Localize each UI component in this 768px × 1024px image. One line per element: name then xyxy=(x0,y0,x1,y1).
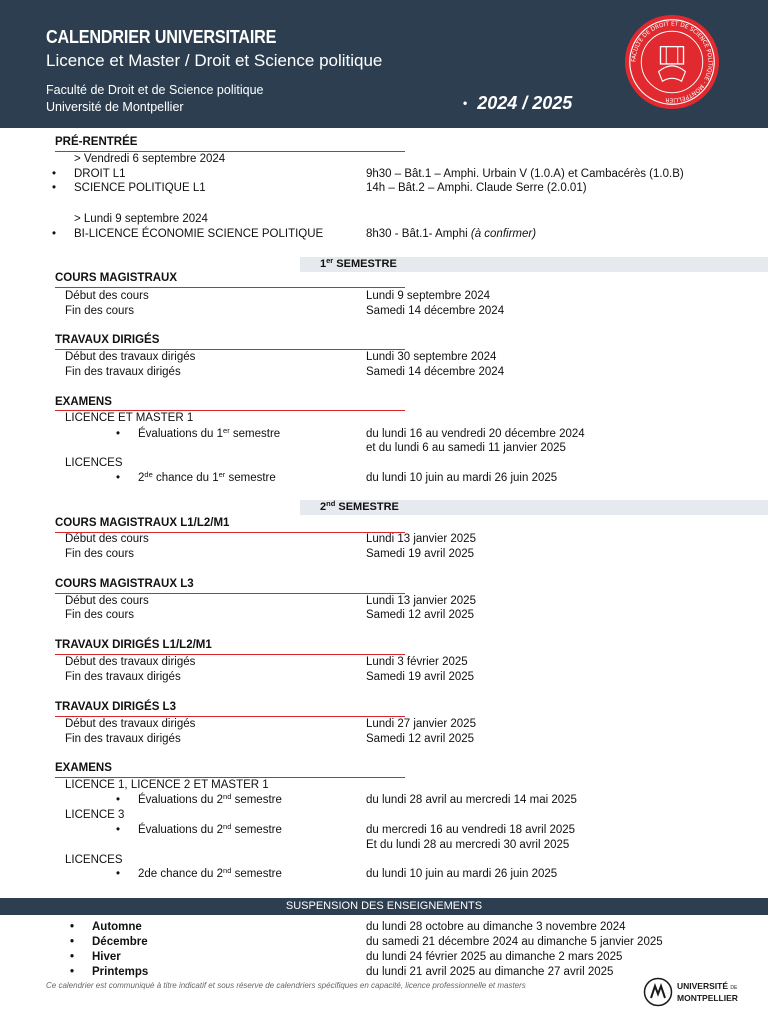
semester-2-num: 2 xyxy=(320,501,327,513)
exam-s2-eval1-sup: nd xyxy=(223,792,232,801)
td-s2-l3-debut-label: Début des travaux dirigés xyxy=(65,718,196,730)
exam-s2-eval2-sup: nd xyxy=(223,822,232,831)
university-name: Université de Montpellier xyxy=(46,100,184,114)
cm-s2-l1-fin-label: Fin des cours xyxy=(65,548,135,560)
cm-s2-l3-debut-date: Lundi 13 janvier 2025 xyxy=(366,595,476,607)
td-s1-fin-date: Samedi 14 décembre 2024 xyxy=(366,366,505,378)
exam-s2-eval2-pre: Évaluations du 2 xyxy=(138,824,224,836)
semester-1-num: 1 xyxy=(320,258,327,270)
td-s2-l3-debut-date: Lundi 27 janvier 2025 xyxy=(366,718,476,730)
exam-s1-eval-date-2: et du lundi 6 au samedi 11 janvier 2025 xyxy=(366,442,566,454)
td-s1-fin-label: Fin des travaux dirigés xyxy=(65,366,181,378)
exam-s2-group-3: LICENCES xyxy=(65,854,123,866)
pre-rentree-date-2: > Lundi 9 septembre 2024 xyxy=(74,213,208,225)
section-underline xyxy=(55,410,405,411)
pre-rentree-bi-licence: • BI-LICENCE ÉCONOMIE SCIENCE POLITIQUE xyxy=(74,228,323,240)
cm-s1-fin-label: Fin des cours xyxy=(65,305,135,317)
suspension-label-automne: • Automne xyxy=(92,921,142,933)
td-s2-l1-debut-date: Lundi 3 février 2025 xyxy=(366,656,468,668)
section-underline xyxy=(55,287,405,288)
cm-s1-debut-label: Début des cours xyxy=(65,290,149,302)
section-title-exam-s2: EXAMENS xyxy=(55,762,112,774)
exam-s2-eval-2 xyxy=(138,824,282,836)
td-s2-l1-debut-label: Début des travaux dirigés xyxy=(65,656,196,668)
section-title-cm-s2-l1l2m1: COURS MAGISTRAUX L1/L2/M1 xyxy=(55,517,230,529)
exam-s2-eval2-post: semestre xyxy=(231,824,282,836)
exam-s2-group-1: LICENCE 1, LICENCE 2 ET MASTER 1 xyxy=(65,779,269,791)
bi-licence-time: 8h30 - Bât.1- Amphi xyxy=(366,228,468,240)
exam-s1-2c-post: semestre xyxy=(225,472,276,484)
footer-disclaimer: Ce calendrier est communiqué à titre indicatif et sous réserve de calendriers spécifiques en capacité, licence professionnelle et masters xyxy=(46,981,526,990)
exam-s1-2c-mid: chance du 1 xyxy=(152,472,219,484)
exam-s2-eval-1 xyxy=(138,794,282,806)
exam-s1-eval-sup: er xyxy=(223,426,230,435)
exam-s1-group-2: LICENCES xyxy=(65,457,123,469)
exam-s1-eval-pre: Évaluations du 1 xyxy=(138,428,224,440)
exam-s2-eval-2-date-2: Et du lundi 28 au mercredi 30 avril 2025 xyxy=(366,839,570,851)
pre-rentree-droit-l1-info: 9h30 – Bât.1 – Amphi. Urbain V (1.0.A) et Cambacérès (1.0.B) xyxy=(366,168,684,180)
cm-s2-l1-debut-label: Début des cours xyxy=(65,533,149,545)
page-header xyxy=(0,0,768,128)
logo-de: DE xyxy=(730,985,738,991)
university-logo-icon xyxy=(643,977,673,1007)
section-title-td-s1: TRAVAUX DIRIGÉS xyxy=(55,334,160,346)
pre-rentree-sp-l1-info: 14h – Bât.2 – Amphi. Claude Serre (2.0.01) xyxy=(366,182,587,194)
suspension-dates-printemps: du lundi 21 avril 2025 au dimanche 27 avril 2025 xyxy=(366,966,614,978)
exam-s1-eval-date-1: du lundi 16 au vendredi 20 décembre 2024 xyxy=(366,428,585,440)
exam-s2-group-2: LICENCE 3 xyxy=(65,809,125,821)
exam-s1-group-1: LICENCE ET MASTER 1 xyxy=(65,412,194,424)
section-underline xyxy=(55,349,405,350)
exam-s2-2c-post: semestre xyxy=(231,868,282,880)
logo-line-2: MONTPELLIER xyxy=(677,993,738,1003)
exam-s1-eval xyxy=(138,428,280,440)
td-s2-l3-fin-date: Samedi 12 avril 2025 xyxy=(366,733,475,745)
suspension-dates-hiver: du lundi 24 février 2025 au dimanche 2 mars 2025 xyxy=(366,951,623,963)
suspension-label-printemps: • Printemps xyxy=(92,966,148,978)
pre-rentree-bi-licence-info xyxy=(366,228,536,240)
semester-1-label xyxy=(320,258,397,270)
cm-s1-debut-date: Lundi 9 septembre 2024 xyxy=(366,290,491,302)
section-title-cm-s1: COURS MAGISTRAUX xyxy=(55,272,178,284)
bi-licence-note: (à confirmer) xyxy=(470,228,537,240)
section-underline xyxy=(55,654,405,655)
faculty-seal-icon xyxy=(624,14,720,110)
exam-s1-2nd-chance xyxy=(138,472,276,484)
suspension-bar: SUSPENSION DES ENSEIGNEMENTS xyxy=(0,898,768,915)
semester-2-label xyxy=(320,501,399,513)
cm-s1-fin-date: Samedi 14 décembre 2024 xyxy=(366,305,505,317)
seal-lettering: FACULTÉ DE DROIT ET DE SCIENCE POLITIQUE · MONTPELLIER xyxy=(631,21,713,103)
pre-rentree-droit-l1: • DROIT L1 xyxy=(74,168,126,180)
semester-2-text: SEMESTRE xyxy=(335,501,399,513)
cm-s2-l1-fin-date: Samedi 19 avril 2025 xyxy=(366,548,475,560)
cm-s2-l3-fin-label: Fin des cours xyxy=(65,609,135,621)
page-title: CALENDRIER UNIVERSITAIRE xyxy=(46,27,277,47)
logo-line-1: UNIVERSITÉ xyxy=(677,981,729,991)
cm-s2-l1-debut-date: Lundi 13 janvier 2025 xyxy=(366,533,476,545)
section-title-pre-rentree: PRÉ-RENTRÉE xyxy=(55,136,138,148)
exam-s2-2nd-chance xyxy=(138,868,282,880)
suspension-dates-decembre: du samedi 21 décembre 2024 au dimanche 5 janvier 2025 xyxy=(366,936,663,948)
semester-1-text: SEMESTRE xyxy=(333,258,397,270)
academic-year-text: 2024 / 2025 xyxy=(477,93,573,113)
page-subtitle: Licence et Master / Droit et Science politique xyxy=(46,51,383,70)
td-s2-l1-fin-label: Fin des travaux dirigés xyxy=(65,671,181,683)
exam-s1-2nd-chance-date: du lundi 10 juin au mardi 26 juin 2025 xyxy=(366,472,558,484)
cm-s2-l3-debut-label: Début des cours xyxy=(65,595,149,607)
td-s2-l3-fin-label: Fin des travaux dirigés xyxy=(65,733,181,745)
suspension-label-decembre: • Décembre xyxy=(92,936,148,948)
exam-s1-2c-sup1: de xyxy=(144,470,153,479)
section-title-td-s2-l3: TRAVAUX DIRIGÉS L3 xyxy=(55,701,176,713)
academic-year: • 2024 / 2025 xyxy=(463,93,573,113)
exam-s2-2nd-chance-date: du lundi 10 juin au mardi 26 juin 2025 xyxy=(366,868,558,880)
exam-s2-eval1-pre: Évaluations du 2 xyxy=(138,794,224,806)
section-underline xyxy=(55,593,405,594)
section-title-exam-s1: EXAMENS xyxy=(55,396,112,408)
faculty-name: Faculté de Droit et de Science politique xyxy=(46,83,264,97)
exam-s1-eval-post: semestre xyxy=(229,428,281,440)
university-logo-text xyxy=(677,981,738,1003)
section-underline xyxy=(55,151,405,152)
exam-s2-eval-1-date: du lundi 28 avril au mercredi 14 mai 2025 xyxy=(366,794,577,806)
section-underline xyxy=(55,777,405,778)
exam-s1-2c-sup2: er xyxy=(218,470,226,479)
section-title-cm-s2-l3: COURS MAGISTRAUX L3 xyxy=(55,578,194,590)
cm-s2-l3-fin-date: Samedi 12 avril 2025 xyxy=(366,609,475,621)
pre-rentree-date-1: > Vendredi 6 septembre 2024 xyxy=(74,153,226,165)
section-title-td-s2-l1l2m1: TRAVAUX DIRIGÉS L1/L2/M1 xyxy=(55,639,212,651)
td-s1-debut-date: Lundi 30 septembre 2024 xyxy=(366,351,497,363)
suspension-label-hiver: • Hiver xyxy=(92,951,121,963)
exam-s2-2c-pre: 2de chance du 2 xyxy=(138,868,224,880)
section-underline xyxy=(55,716,405,717)
td-s2-l1-fin-date: Samedi 19 avril 2025 xyxy=(366,671,475,683)
exam-s1-2c-pre: 2 xyxy=(138,472,145,484)
exam-s2-eval-2-date-1: du mercredi 16 au vendredi 18 avril 2025 xyxy=(366,824,576,836)
td-s1-debut-label: Début des travaux dirigés xyxy=(65,351,196,363)
semester-1-sup: er xyxy=(326,256,334,265)
semester-2-sup: nd xyxy=(326,499,336,508)
exam-s2-eval1-post: semestre xyxy=(231,794,282,806)
pre-rentree-sp-l1: • SCIENCE POLITIQUE L1 xyxy=(74,182,206,194)
exam-s2-2c-sup: nd xyxy=(223,866,232,875)
suspension-dates-automne: du lundi 28 octobre au dimanche 3 novembre 2024 xyxy=(366,921,626,933)
